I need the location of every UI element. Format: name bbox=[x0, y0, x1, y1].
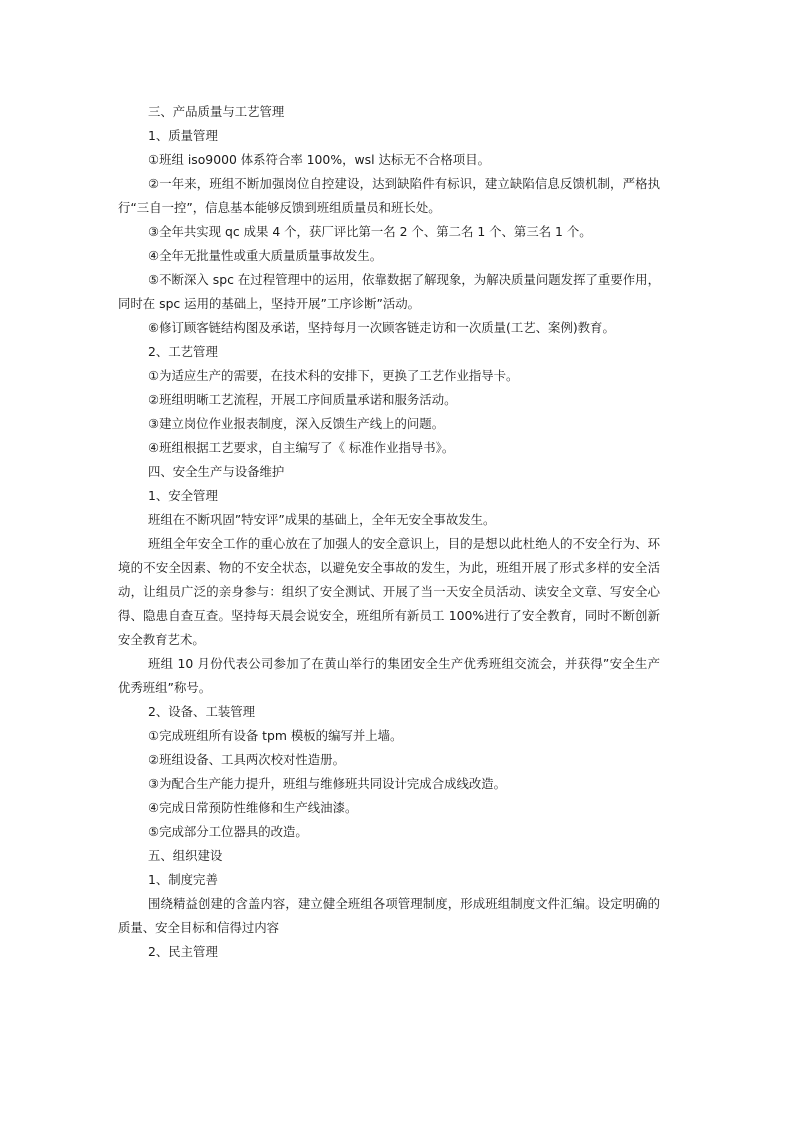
section-heading-safety-equipment: 四、安全生产与设备维护 bbox=[148, 464, 285, 479]
list-item: ②一年来，班组不断加强岗位自控建设，达到缺陷件有标识，建立缺陷信息反馈机制，严格执行“三自一控”，信息基本能够反馈到班组质量员和班长处。 bbox=[118, 176, 660, 215]
subheading-quality-management: 1、质量管理 bbox=[148, 128, 218, 143]
list-item: ⑤不断深入 spc 在过程管理中的运用，依靠数据了解现象，为解决质量问题发挥了重要作用，同时在 spc 运用的基础上，坚持开展”工序诊断”活动。 bbox=[118, 272, 660, 311]
list-item: ④全年无批量性或重大质量质量事故发生。 bbox=[148, 248, 383, 263]
body-paragraph: 班组全年安全工作的重心放在了加强人的安全意识上，目的是想以此杜绝人的不安全行为、环境的不安全因素、物的不安全状态，以避免安全事故的发生，为此，班组开展了形式多样的安全活动，让组员广泛的亲身参与：组织了安全测试、开展了当一天安全员活动、读安全文章、写安全心得、隐患自查互查。坚持每天晨会说安全，班组所有新员工 100%进行了安全教育，同时不断创新安全教育艺术。 bbox=[118, 536, 660, 647]
body-paragraph: 班组在不断巩固”特安评”成果的基础上，全年无安全事故发生。 bbox=[148, 512, 496, 527]
subheading-safety-management: 1、安全管理 bbox=[148, 488, 218, 503]
list-item: ①完成班组所有设备 tpm 模板的编写并上墙。 bbox=[148, 728, 403, 743]
list-item: ③为配合生产能力提升，班组与维修班共同设计完成合成线改造。 bbox=[148, 776, 507, 791]
document-body bbox=[118, 100, 660, 964]
section-heading-product-quality: 三、产品质量与工艺管理 bbox=[148, 104, 285, 119]
subheading-system-improvement: 1、制度完善 bbox=[148, 872, 218, 887]
subheading-democratic-management: 2、民主管理 bbox=[148, 944, 218, 959]
subheading-process-management: 2、工艺管理 bbox=[148, 344, 218, 359]
body-paragraph: 班组 10 月份代表公司参加了在黄山举行的集团安全生产优秀班组交流会，并获得”安全生产优秀班组”称号。 bbox=[118, 656, 660, 695]
list-item: ①班组 iso9000 体系符合率 100%，wsl 达标无不合格项目。 bbox=[148, 152, 490, 167]
section-heading-organization: 五、组织建设 bbox=[148, 848, 223, 863]
list-item: ⑥修订顾客链结构图及承诺，坚持每月一次顾客链走访和一次质量(工艺、案例)教育。 bbox=[148, 320, 615, 335]
list-item: ④完成日常预防性维修和生产线油漆。 bbox=[148, 800, 358, 815]
list-item: ②班组明晰工艺流程，开展工序间质量承诺和服务活动。 bbox=[148, 392, 457, 407]
list-item: ④班组根据工艺要求，自主编写了《 标准作业指导书》。 bbox=[148, 440, 455, 455]
subheading-equipment-tooling: 2、设备、工装管理 bbox=[148, 704, 256, 719]
list-item: ③全年共实现 qc 成果 4 个，获厂评比第一名 2 个、第二名 1 个、第三名 1 个。 bbox=[148, 224, 592, 239]
list-item: ⑤完成部分工位器具的改造。 bbox=[148, 824, 308, 839]
list-item: ③建立岗位作业报表制度，深入反馈生产线上的问题。 bbox=[148, 416, 445, 431]
body-paragraph: 围绕精益创建的含盖内容，建立健全班组各项管理制度，形成班组制度文件汇编。设定明确的质量、安全目标和信得过内容 bbox=[118, 896, 660, 935]
list-item: ①为适应生产的需要，在技术科的安排下，更换了工艺作业指导卡。 bbox=[148, 368, 519, 383]
list-item: ②班组设备、工具两次校对性造册。 bbox=[148, 752, 345, 767]
